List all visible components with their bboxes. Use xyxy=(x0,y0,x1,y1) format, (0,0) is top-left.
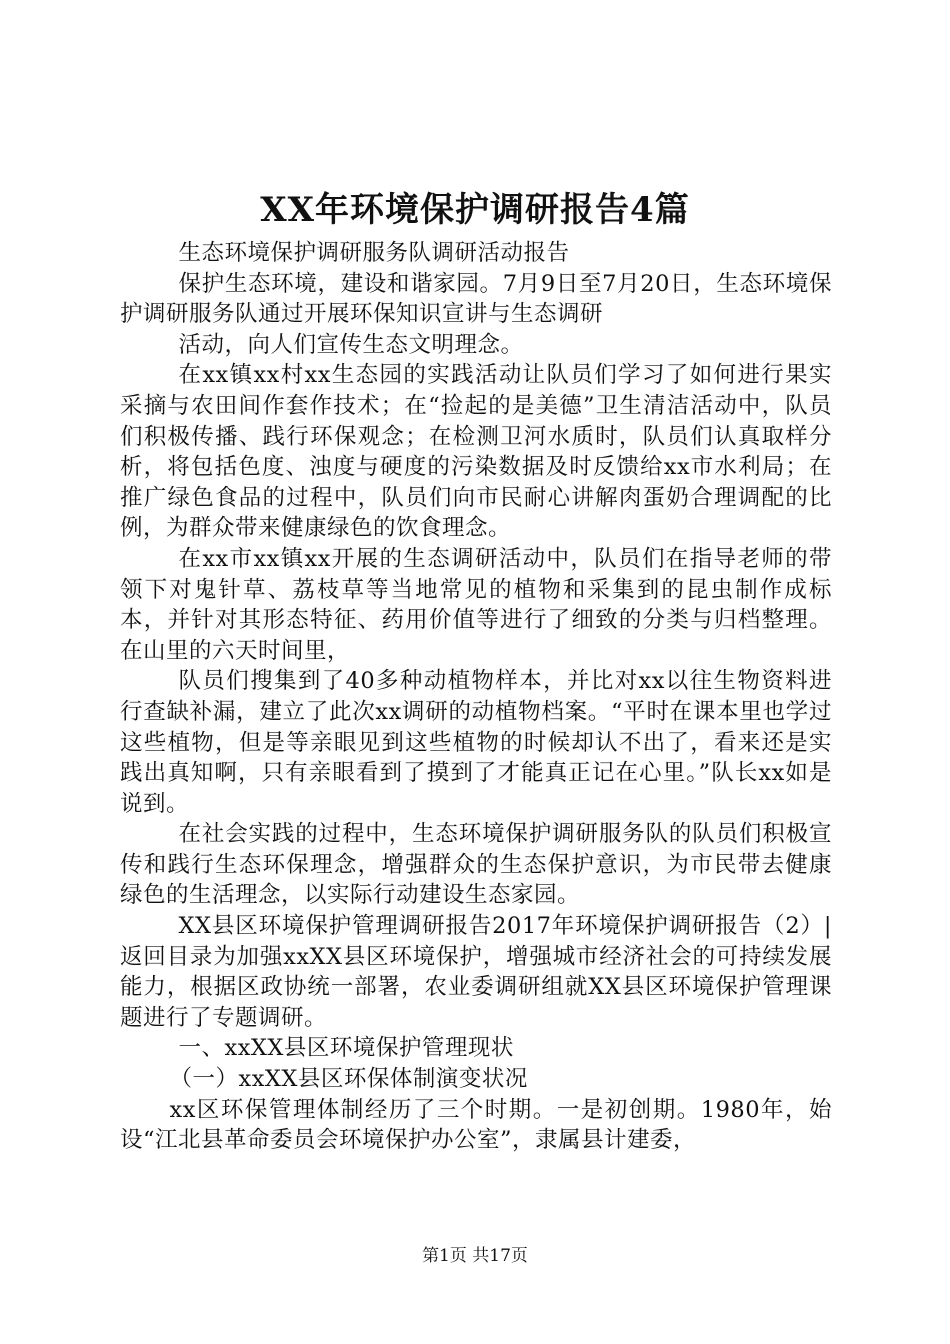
page-number: 第1页 共17页 xyxy=(422,1246,528,1266)
subsection-heading: （一）xxXX县区环保体制演变状况 xyxy=(169,1066,528,1093)
document-title: XX年环境保护调研报告4篇 xyxy=(260,190,690,230)
paragraph: xx区环保管理体制经历了三个时期。一是初创期。1980年，始设“江北县革命委员会环境保护办公室”，隶属县计建委， xyxy=(120,1096,832,1154)
paragraph: 在xx市xx镇xx开展的生态调研活动中，队员们在指导老师的带领下对鬼针草、荔枝草等当地常见的植物和采集到的昆虫制作成标本，并针对其形态特征、药用价值等进行了细致的分类与归档整理。在山里的六天时间里， xyxy=(120,545,832,664)
paragraph: 在xx镇xx村xx生态园的实践活动让队员们学习了如何进行果实采摘与农田间作套作技术；在“捡起的是美德”卫生清洁活动中，队员们积极传播、践行环保观念；在检测卫河水质时，队员们认真取样分析，将包括色度、浊度与硬度的污染数据及时反馈给xx市水利局；在推广绿色食品的过程中，队员们向市民耐心讲解肉蛋奶合理调配的比例，为群众带来健康绿色的饮食理念。 xyxy=(120,362,832,542)
document-body xyxy=(120,238,832,1156)
paragraph: XX县区环境保护管理调研报告2017年环境保护调研报告（2）|返回目录为加强xxXX县区环境保护，增强城市经济社会的可持续发展能力，根据区政协统一部署，农业委调研组就XX县区环境保护管理课题进行了专题调研。 xyxy=(120,913,832,1031)
section-heading: 一、xxXX县区环境保护管理现状 xyxy=(178,1035,514,1062)
paragraph: 活动，向人们宣传生态文明理念。 xyxy=(178,331,524,358)
paragraph: 在社会实践的过程中，生态环境保护调研服务队的队员们积极宣传和践行生态环保理念，增强群众的生态保护意识，为市民带去健康绿色的生活理念，以实际行动建设生态家园。 xyxy=(120,821,832,909)
paragraph: 队员们搜集到了40多种动植物样本，并比对xx以往生物资料进行查缺补漏，建立了此次xx调研的动植物档案。“平时在课本里也学过这些植物，但是等亲眼见到这些植物的时候却认不出了，看来还是实践出真知啊，只有亲眼看到了摸到了才能真正记在心里。”队长xx如是说到。 xyxy=(120,668,832,817)
paragraph: 保护生态环境，建设和谐家园。7月9日至7月20日，生态环境保护调研服务队通过开展环保知识宣讲与生态调研 xyxy=(120,270,832,328)
paragraph: 生态环境保护调研服务队调研活动报告 xyxy=(178,240,570,266)
